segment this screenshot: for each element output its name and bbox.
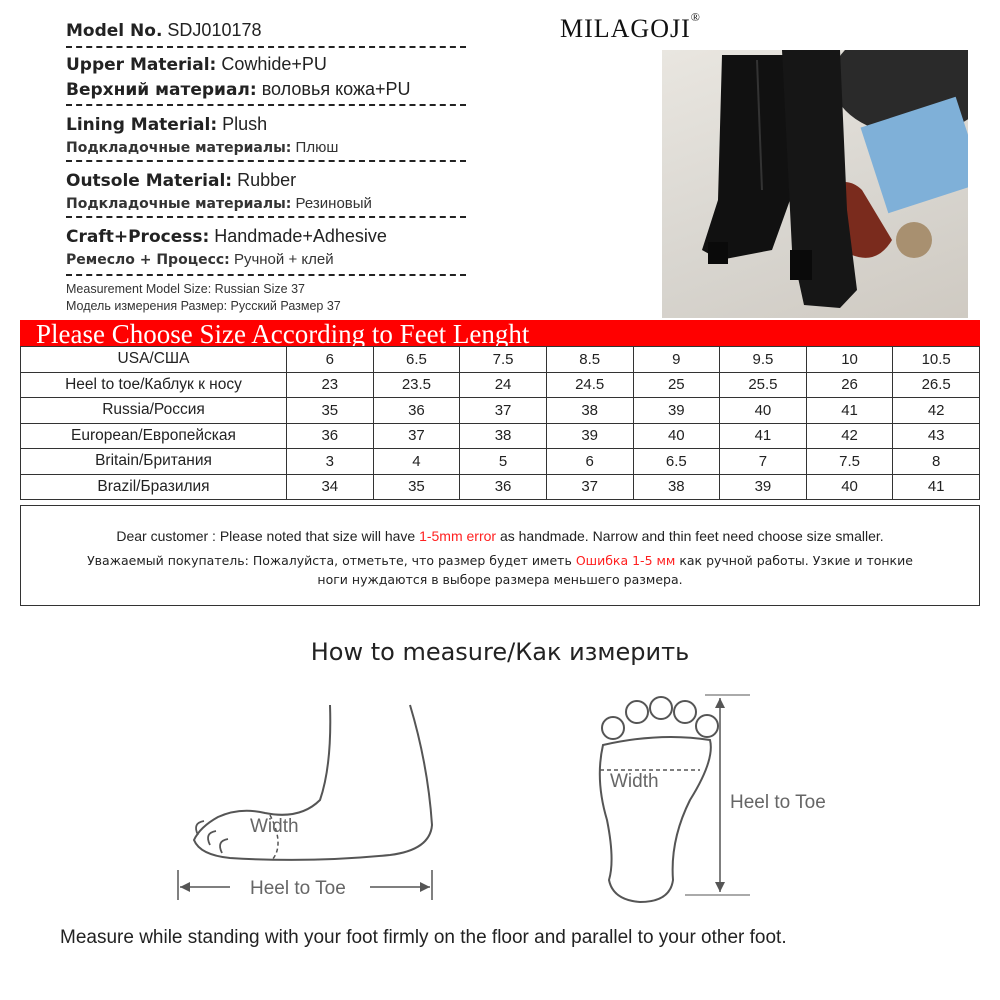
- spec-lining-label: Lining Material:: [66, 115, 218, 135]
- table-cell: 36: [373, 398, 460, 424]
- left-heel: [708, 242, 728, 264]
- table-cell: 4: [373, 449, 460, 475]
- row-label: Russia/Россия: [21, 398, 287, 424]
- arrow-up-icon: [715, 698, 725, 708]
- sole-length-label: Heel to Toe: [730, 792, 826, 813]
- table-cell: 23.5: [373, 372, 460, 398]
- table-cell: 37: [460, 398, 547, 424]
- table-cell: 26.5: [893, 372, 980, 398]
- notice-box: [20, 505, 980, 606]
- divider: [66, 274, 466, 276]
- toe-3: [650, 697, 672, 719]
- table-cell: 7.5: [460, 347, 547, 373]
- measure-model-en: Measurement Model Size: Russian Size 37: [66, 282, 306, 296]
- spec-craft-ru: [66, 251, 334, 268]
- table-cell: 25.5: [720, 372, 807, 398]
- divider: [66, 104, 466, 106]
- toe-4: [674, 701, 696, 723]
- notice-en-text-2: as handmade. Narrow and thin feet need choose size smaller.: [496, 528, 884, 544]
- spec-craft: [66, 226, 387, 247]
- spec-upper-value: Cowhide+PU: [221, 54, 327, 74]
- spec-craft-value: Handmade+Adhesive: [214, 226, 387, 246]
- spec-upper-ru: [66, 79, 411, 100]
- table-cell: 5: [460, 449, 547, 475]
- table-cell: 38: [633, 474, 720, 500]
- table-cell: 38: [460, 423, 547, 449]
- spec-outsole-ru-value: Резиновый: [295, 195, 372, 212]
- table-cell: 3: [287, 449, 374, 475]
- table-cell: 24.5: [546, 372, 633, 398]
- right-heel: [790, 250, 812, 280]
- notice-ru-error: Ошибка 1-5 мм: [575, 553, 676, 568]
- spec-craft-ru-label: Ремесло + Процесс:: [66, 252, 230, 268]
- row-label: Brazil/Бразилия: [21, 474, 287, 500]
- table-cell: 7.5: [806, 449, 893, 475]
- spec-upper-ru-value: воловья кожа+PU: [261, 79, 411, 99]
- table-cell: 42: [806, 423, 893, 449]
- table-cell: 38: [546, 398, 633, 424]
- table-cell: 6: [287, 347, 374, 373]
- sole-outline: [600, 737, 711, 902]
- product-photo: [662, 50, 968, 318]
- spec-craft-ru-value: Ручной + клей: [233, 251, 334, 268]
- brand-name: MILAGOJI: [560, 14, 691, 43]
- left-boot: [702, 55, 790, 260]
- table-cell: 8.5: [546, 347, 633, 373]
- side-width-label: Width: [250, 816, 299, 837]
- spec-lining-ru-value: Плюш: [295, 139, 339, 156]
- table-row: [21, 372, 980, 398]
- table-cell: 6.5: [633, 449, 720, 475]
- registered-mark: ®: [690, 10, 701, 24]
- table-cell: 35: [287, 398, 374, 424]
- table-cell: 42: [893, 398, 980, 424]
- arrow-down-icon: [715, 882, 725, 892]
- spec-model-label: Model No.: [66, 21, 163, 41]
- row-label: Britain/Британия: [21, 449, 287, 475]
- notice-en: [21, 528, 979, 544]
- measure-model-ru: Модель измерения Размер: Русский Размер 37: [66, 299, 341, 313]
- table-cell: 41: [806, 398, 893, 424]
- table-cell: 23: [287, 372, 374, 398]
- boots-illustration: [662, 50, 968, 318]
- toe-2: [626, 701, 648, 723]
- row-label: European/Европейская: [21, 423, 287, 449]
- table-cell: 39: [546, 423, 633, 449]
- table-cell: 40: [720, 398, 807, 424]
- size-table: [20, 346, 980, 500]
- row-label: USA/СШA: [21, 347, 287, 373]
- table-cell: 26: [806, 372, 893, 398]
- spec-outsole: [66, 170, 296, 191]
- table-cell: 10.5: [893, 347, 980, 373]
- foot-outline-side: [194, 705, 432, 860]
- size-banner-text: Please Choose Size According to Feet Lenght: [36, 319, 530, 349]
- spec-model-value: SDJ010178: [167, 20, 262, 40]
- table-cell: 37: [546, 474, 633, 500]
- table-cell: 41: [893, 474, 980, 500]
- table-cell: 39: [720, 474, 807, 500]
- table-row: [21, 423, 980, 449]
- table-row: [21, 474, 980, 500]
- sole-width-label: Width: [610, 771, 659, 792]
- table-cell: 7: [720, 449, 807, 475]
- arrow-right-icon: [420, 882, 430, 892]
- notice-ru-text-2: как ручной работы. Узкие и тонкие: [675, 553, 913, 568]
- table-row: [21, 398, 980, 424]
- side-foot-diagram: [170, 695, 450, 910]
- table-cell: 40: [806, 474, 893, 500]
- divider: [66, 46, 466, 48]
- spec-outsole-value: Rubber: [237, 170, 297, 190]
- table-cell: 43: [893, 423, 980, 449]
- table-row: [21, 449, 980, 475]
- table-cell: 8: [893, 449, 980, 475]
- table-cell: 10: [806, 347, 893, 373]
- table-cell: 34: [287, 474, 374, 500]
- spec-outsole-ru-label: Подкладочные материалы:: [66, 196, 292, 212]
- table-cell: 9: [633, 347, 720, 373]
- table-cell: 24: [460, 372, 547, 398]
- spec-model: [66, 20, 262, 41]
- table-cell: 25: [633, 372, 720, 398]
- notice-ru-text: Уважаемый покупатель: Пожалуйста, отметьте, что размер будет иметь: [87, 553, 576, 568]
- row-label: Heel to toe/Каблук к носу: [21, 372, 287, 398]
- arrow-left-icon: [180, 882, 190, 892]
- table-row: [21, 347, 980, 373]
- spec-lining-ru-label: Подкладочные материалы:: [66, 140, 292, 156]
- table-cell: 9.5: [720, 347, 807, 373]
- spec-upper: [66, 54, 327, 75]
- spec-outsole-ru: [66, 195, 372, 212]
- spec-lining-ru: [66, 139, 338, 156]
- table-cell: 6.5: [373, 347, 460, 373]
- table-cell: 39: [633, 398, 720, 424]
- divider: [66, 216, 466, 218]
- notice-ru: [21, 553, 979, 568]
- table-cell: 35: [373, 474, 460, 500]
- table-cell: 40: [633, 423, 720, 449]
- table-cell: 37: [373, 423, 460, 449]
- spec-lining-value: Plush: [222, 114, 268, 134]
- spec-upper-ru-label: Верхний материал:: [66, 80, 257, 100]
- howto-title: How to measure/Как измерить: [310, 638, 690, 666]
- table-cell: 6: [546, 449, 633, 475]
- spec-lining: [66, 114, 267, 135]
- table-cell: 41: [720, 423, 807, 449]
- spec-craft-label: Craft+Process:: [66, 227, 210, 247]
- brand-logo: [560, 10, 701, 44]
- spec-outsole-label: Outsole Material:: [66, 171, 233, 191]
- table-cell: 36: [287, 423, 374, 449]
- measure-instruction: Measure while standing with your foot firmly on the floor and parallel to your other foot.: [60, 927, 787, 948]
- spec-upper-label: Upper Material:: [66, 55, 217, 75]
- pompom-shape: [896, 222, 932, 258]
- notice-ru-line2: ноги нуждаются в выборе размера меньшего размера.: [317, 572, 683, 587]
- toe-1: [602, 717, 624, 739]
- notice-en-error: 1-5mm error: [419, 528, 497, 544]
- table-cell: 36: [460, 474, 547, 500]
- size-banner: [20, 319, 980, 349]
- sole-foot-diagram: [585, 690, 865, 905]
- divider: [66, 160, 466, 162]
- notice-en-text: Dear customer : Please noted that size will have: [116, 528, 420, 544]
- side-length-label: Heel to Toe: [250, 878, 346, 899]
- toe-5: [696, 715, 718, 737]
